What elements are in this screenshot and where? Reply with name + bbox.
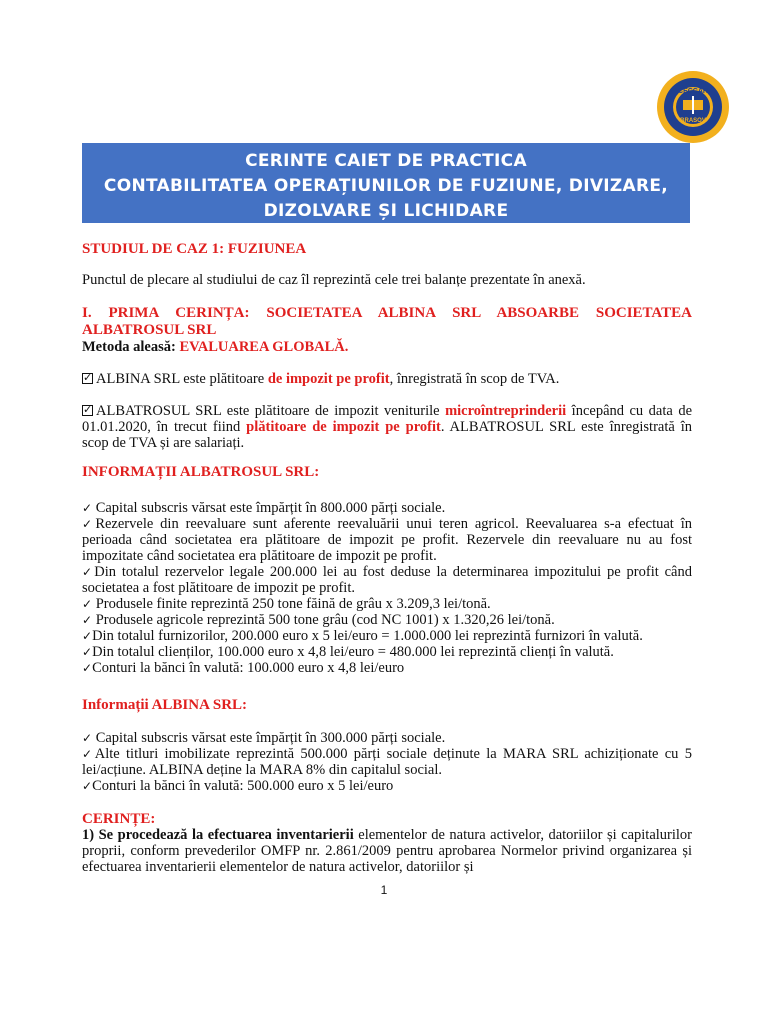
list-item-text: Produsele finite reprezintă 250 tone făină de grâu x 3.209,3 lei/tonă.	[95, 596, 491, 612]
list-item-text: Din totalul rezervelor legale 200.000 lei au fost deduse la determinarea impozitului pe profit când societatea a fost plătitoare de impozit pe profit.	[82, 564, 692, 596]
ceccar-logo	[656, 70, 730, 144]
checkmark-icon: ✓	[82, 613, 93, 627]
method-line	[82, 339, 348, 355]
method-value: EVALUAREA GLOBALĂ.	[179, 339, 349, 355]
list-item-text: Produsele agricole reprezintă 500 tone grâu (cod NC 1001) x 1.320,26 lei/tonă.	[95, 612, 555, 628]
checkmark-icon: ✓	[82, 517, 96, 531]
checkmark-icon: ✓	[82, 501, 93, 515]
list-item-text: Din totalul furnizorilor, 200.000 euro x 5 lei/euro = 1.000.000 lei reprezintă furnizori în valută.	[92, 628, 643, 644]
list-item-text: Capital subscris vărsat este împărțit în 300.000 părți sociale.	[95, 730, 446, 746]
checkmark-icon: ✓	[82, 597, 93, 611]
list-item	[82, 596, 692, 612]
albatrosul-status-tax: plătitoare de impozit pe profit	[246, 419, 441, 435]
list-item-text: Capital subscris vărsat este împărțit în 800.000 părți sociale.	[95, 500, 446, 516]
study-title: STUDIUL DE CAZ 1: FUZIUNEA	[82, 241, 307, 257]
info-albatrosul-title: INFORMAȚII ALBATROSUL SRL:	[82, 464, 320, 480]
list-item-text: Rezervele din reevaluare sunt aferente reevaluării unui teren agricol. Reevaluarea s-a efectuat în perioada când societatea era plătitoare de impozit pe profit. Rezervele din reevaluare nu au fost impozitate când societatea era plătitoare de impozit pe profit.	[82, 516, 692, 564]
albatrosul-status-micro: microîntreprinderii	[445, 403, 567, 419]
checkmark-icon: ✓	[82, 747, 95, 761]
checkmark-icon: ✓	[82, 779, 93, 793]
list-item	[82, 746, 692, 778]
cerinte-p1-bold: 1) Se procedează la efectuarea inventarierii	[82, 827, 354, 843]
list-item-text: Alte titluri imobilizate reprezintă 500.000 părți sociale deținute la MARA SRL achiziționate cu 5 lei/acțiune. ALBINA deține la MARA 8% din capitalul social.	[82, 746, 692, 778]
page-number: 1	[380, 883, 388, 897]
cerinte-paragraph-1	[82, 827, 692, 875]
checkmark-icon: ✓	[82, 731, 93, 745]
cerinte-p1-text: elementelor de natura activelor, datoriilor și capitalurilor proprii, conform prevederilor OMFP nr. 2.861/2009 pentru aprobarea Normelor privind organizarea și efectuarea inventarierii elementelor de natura activelor, datoriilor și	[82, 827, 692, 875]
method-label: Metoda aleasă:	[82, 339, 180, 355]
checkbox-icon	[82, 405, 93, 416]
cerinte-title: CERINȚE:	[82, 811, 156, 827]
checkmark-icon: ✓	[82, 629, 93, 643]
list-item	[82, 730, 692, 746]
checkbox-icon	[82, 373, 93, 384]
albatrosul-status-text-a: ALBATROSUL SRL este plătitoare de impozit veniturile	[96, 403, 446, 419]
svg-text:CECCAR: CECCAR	[678, 88, 708, 95]
list-item-text: Conturi la bănci în valută: 500.000 euro x 5 lei/euro	[92, 778, 394, 794]
list-item	[82, 660, 692, 676]
list-item-text: Conturi la bănci în valută: 100.000 euro x 4,8 lei/euro	[92, 660, 405, 676]
list-item	[82, 778, 692, 794]
checkmark-icon: ✓	[82, 645, 93, 659]
list-item	[82, 564, 692, 596]
banner-line-1: CERINTE CAIET DE PRACTICA	[245, 151, 527, 171]
intro-text: Punctul de plecare al studiului de caz îl reprezintă cele trei balanțe prezentate în anexă.	[82, 272, 586, 288]
info-albina-title: Informații ALBINA SRL:	[82, 697, 248, 713]
info-albatrosul-list	[82, 500, 692, 676]
banner-line-3: DIZOLVARE ȘI LICHIDARE	[263, 201, 509, 221]
checkmark-icon: ✓	[82, 565, 95, 579]
list-item	[82, 516, 692, 564]
list-item-text: Din totalul clienților, 100.000 euro x 4,8 lei/euro = 480.000 lei reprezintă clienți în valută.	[92, 644, 614, 660]
list-item	[82, 612, 692, 628]
svg-text:BRASOV: BRASOV	[680, 118, 706, 124]
banner-line-2: CONTABILITATEA OPERAȚIUNILOR DE FUZIUNE, DIVIZARE,	[103, 176, 669, 196]
albatrosul-status-text-e: . ALBATROSUL SRL este înregistrată în scop de TVA și are salariați.	[82, 419, 692, 451]
requirement-1-title-line2: ALBATROSUL SRL	[82, 322, 217, 338]
albatrosul-status-text-c: începând cu data de 01.01.2020, în trecut fiind	[82, 403, 693, 435]
info-albina-list	[82, 730, 692, 794]
list-item	[82, 644, 692, 660]
albina-status-text-a: ALBINA SRL este plătitoare	[96, 371, 268, 387]
title-banner	[82, 143, 690, 223]
albatrosul-status	[82, 403, 692, 451]
albina-status-text-c: , înregistrată în scop de TVA.	[389, 371, 560, 387]
list-item	[82, 628, 692, 644]
albina-status	[82, 371, 692, 387]
albina-status-tax: de impozit pe profit	[267, 371, 390, 387]
list-item	[82, 500, 692, 516]
checkmark-icon: ✓	[82, 661, 93, 675]
requirement-1-title-line1: I. PRIMA CERINȚA: SOCIETATEA ALBINA SRL ABSOARBE SOCIETATEA	[82, 305, 692, 321]
